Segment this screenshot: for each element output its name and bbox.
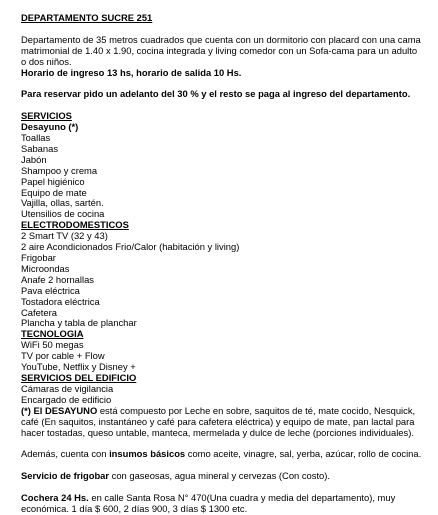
list-item: Pava eléctrica <box>21 284 80 296</box>
reservation-paragraph: Para reservar pido un adelanto del 30 % y el resto se paga al ingreso del departamento. <box>21 88 411 100</box>
list-item: Utensilios de cocina <box>21 208 105 220</box>
desayuno-subheading: Desayuno (*) <box>21 121 79 133</box>
list-item: Equipo de mate <box>21 186 87 198</box>
list-item: 2 Smart TV (32 y 43) <box>21 230 108 242</box>
electrodomesticos-list <box>21 231 424 329</box>
list-item: Toallas <box>21 132 51 144</box>
servicios-heading: SERVICIOS <box>21 110 72 122</box>
list-item: Papel higiénico <box>21 175 85 187</box>
electrodomesticos-heading: ELECTRODOMESTICOS <box>21 219 129 231</box>
list-item: Anafe 2 hornallas <box>21 273 94 285</box>
insumos-pre: Además, cuenta con <box>21 448 110 460</box>
edificio-list <box>21 384 424 406</box>
list-item: Microondas <box>21 262 70 274</box>
list-item: Shampoo y crema <box>21 164 98 176</box>
list-item: Cafetera <box>21 306 57 318</box>
list-item: Frigobar <box>21 252 56 263</box>
description-paragraph: Departamento de 35 metros cuadrados que cuenta con un dormitorio con placard con una cama matrimonial de 1.40 x 1.90, cocina integrada y living comedor con un Sofa-cama para un adulto o dos niños. <box>21 33 421 67</box>
cochera-text: en calle Santa Rosa N° 470(Una cuadra y media del departamento), muy económica. 1 día $ 600, 2 días 900, 3 días $ 1300 etc. <box>21 491 396 514</box>
list-item: Encargado de edificio <box>21 393 112 405</box>
insumos-post: como aceite, vinagre, sal, yerba, azúcar, rollo de cocina. <box>185 448 422 460</box>
list-item: Cámaras de vigilancia <box>21 382 114 394</box>
tecnologia-heading: TECNOLOGIA <box>21 328 84 340</box>
list-item: Jabón <box>21 153 47 165</box>
list-item: Vajilla, ollas, sartén. <box>21 197 104 209</box>
cochera-paragraph <box>21 493 424 515</box>
list-item: Sabanas <box>21 142 59 154</box>
insumos-bold: insumos básicos <box>109 448 186 460</box>
list-item: WiFi 50 megas <box>21 339 84 351</box>
list-item: Tostadora eléctrica <box>21 295 100 307</box>
spacer <box>21 100 424 111</box>
desayuno-note-text: está compuesto por Leche en sobre, saquitos de té, mate cocido, Nesquick, café (En saquitos, instantáneo y café para cafetera eléctrica) y equipo de mate, pan lactal para hacer tostadas, queso untable, manteca, mermelada y dulce de leche (porciones individuales). <box>21 404 416 438</box>
edificio-heading: SERVICIOS DEL EDIFICIO <box>21 371 137 383</box>
list-item: 2 aire Acondicionados Frio/Calor (habitación y living) <box>21 241 240 253</box>
list-item: Plancha y tabla de planchar <box>21 317 137 329</box>
cochera-bold: Cochera 24 Hs. <box>21 491 89 503</box>
desayuno-note-bold: (*) El DESAYUNO <box>21 404 98 416</box>
desayuno-note-paragraph <box>21 406 424 439</box>
servicios-list <box>21 133 424 220</box>
insumos-paragraph <box>21 449 424 460</box>
frigobar-bold: Servicio de frigobar <box>21 470 110 482</box>
list-item: YouTube, Netflix y Disney + <box>21 361 136 373</box>
list-item: TV por cable + Flow <box>21 350 105 362</box>
document-title: DEPARTAMENTO SUCRE 251 <box>21 12 153 23</box>
frigobar-text: con gaseosas, agua mineral y cervezas (Con costo). <box>109 470 330 482</box>
tecnologia-list <box>21 340 424 373</box>
frigobar-paragraph <box>21 471 424 482</box>
schedule-paragraph: Horario de ingreso 13 hs, horario de salida 10 Hs. <box>21 66 242 78</box>
